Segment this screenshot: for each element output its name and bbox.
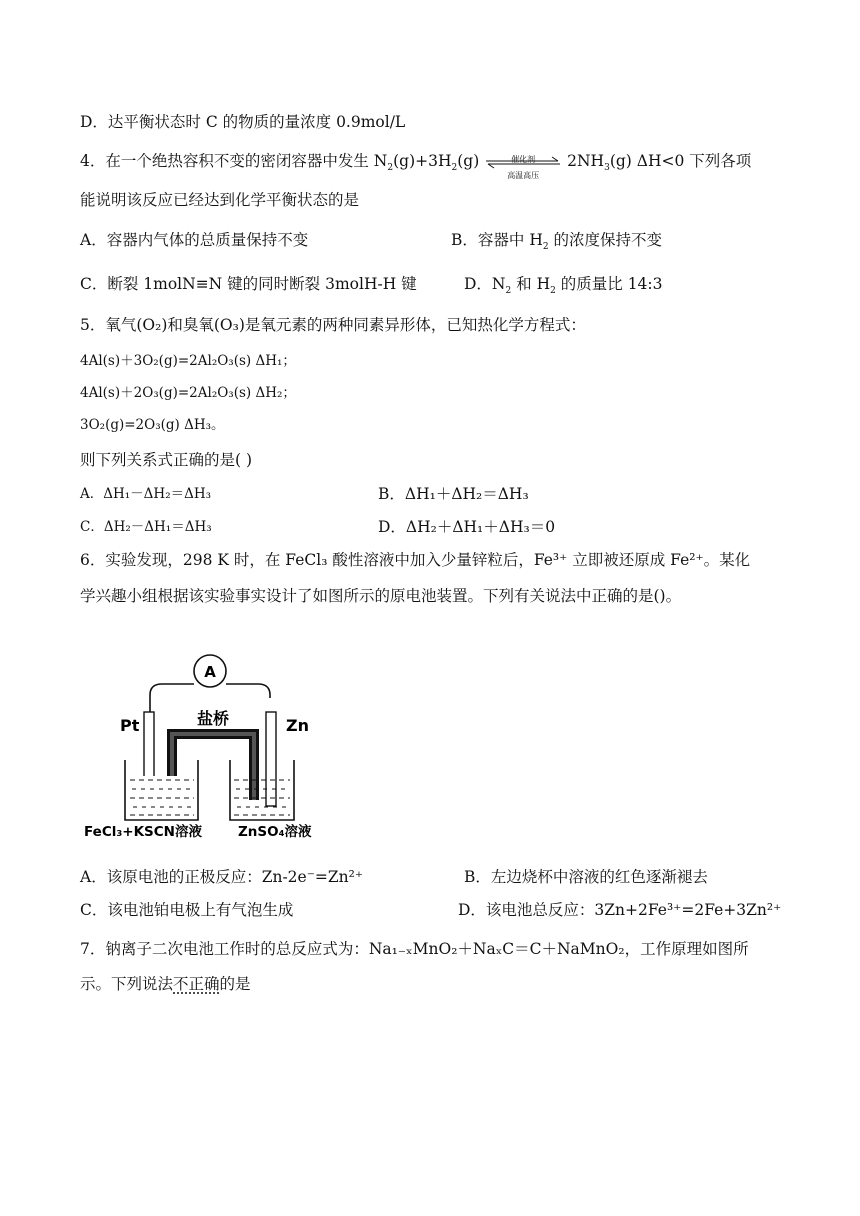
q3-option-d: D．达平衡状态时 C 的物质的量浓度 0.9mol/L [80,113,406,131]
emphasis-not-correct: 不正确 [173,975,220,993]
q7-stem-line2: 示。下列说法不正确的是 [80,975,251,993]
q6-stem-line1: 6．实验发现，298 K 时，在 FeCl₃ 酸性溶液中加入少量锌粒后，Fe³⁺ 立即被还原成 Fe²⁺。某化 [80,551,751,569]
q5-question: 则下列关系式正确的是( ) [80,451,253,469]
wire-left [150,684,194,712]
q7-stem-line1: 7．钠离子二次电池工作时的总反应式为：Na₁₋ₓMnO₂＋NaₓC＝C＋NaMnO₂，工作原理如图所 [80,940,749,958]
zn-electrode [266,712,276,806]
left-solution-label: FeCl₃+KSCN溶液 [84,824,202,840]
q6-option-b: B．左边烧杯中溶液的红色逐渐褪去 [464,868,708,886]
q4-option-b: B．容器中 $H_2$ 的浓度保持不变 [451,231,663,253]
q5-option-d: D．ΔH₂＋ΔH₁＋ΔH₃＝0 [378,518,556,536]
q4-stem-line2: 能说明该反应已经达到化学平衡状态的是 [80,191,360,209]
salt-bridge-label: 盐桥 [196,709,230,728]
q5-option-c: C．ΔH₂－ΔH₁＝ΔH₃ [80,519,212,535]
q4-option-a: A．容器内气体的总质量保持不变 [80,231,309,249]
q6-option-a: A．该原电池的正极反应：Zn-2e⁻=Zn²⁺ [80,868,364,886]
q6-stem-line2: 学兴趣小组根据该实验事实设计了如图所示的原电池装置。下列有关说法中正确的是()。 [80,587,682,605]
wire-right [226,684,270,698]
q5-equation-2: 4Al(s)＋2O₃(g)=2Al₂O₃(s) ΔH₂； [80,385,296,401]
q5-option-b: B．ΔH₁＋ΔH₂＝ΔH₃ [378,485,529,503]
q4-stem-line1: 4．在一个绝热容积不变的密闭容器中发生 $N_2(g)+3H_2(g)$ 催化剂 高温高压 $2NH_3(g)$ ΔH<0 下列各项 [80,152,752,180]
pt-label: Pt [120,716,140,735]
right-beaker [230,760,294,820]
q5-stem: 5．氧气(O₂)和臭氧(O₃)是氧元素的两种同素异形体，已知热化学方程式： [80,316,586,334]
q6-option-d: D．该电池总反应：3Zn+2Fe³⁺=2Fe+3Zn²⁺ [458,901,782,919]
q4-option-d: D．$N_2$ 和 $H_2$ 的质量比 14:3 [464,275,663,297]
right-solution-label: ZnSO₄溶液 [238,824,312,840]
galvanic-cell-figure [80,650,340,840]
equilibrium-arrow: 催化剂 高温高压 [484,151,562,173]
q4-option-c: C．断裂 1molN≡N 键的同时断裂 3molH-H 键 [80,275,417,293]
q5-equation-1: 4Al(s)＋3O₂(g)=2Al₂O₃(s) ΔH₁； [80,353,296,369]
q5-option-a: A．ΔH₁－ΔH₂＝ΔH₃ [80,486,212,502]
q5-equation-3: 3O₂(g)=2O₃(g) ΔH₃。 [80,417,225,433]
right-solution-dashes [234,780,290,815]
ammeter-label: A [204,663,216,681]
q6-option-c: C．该电池铂电极上有气泡生成 [80,901,294,919]
zn-label: Zn [286,716,309,735]
